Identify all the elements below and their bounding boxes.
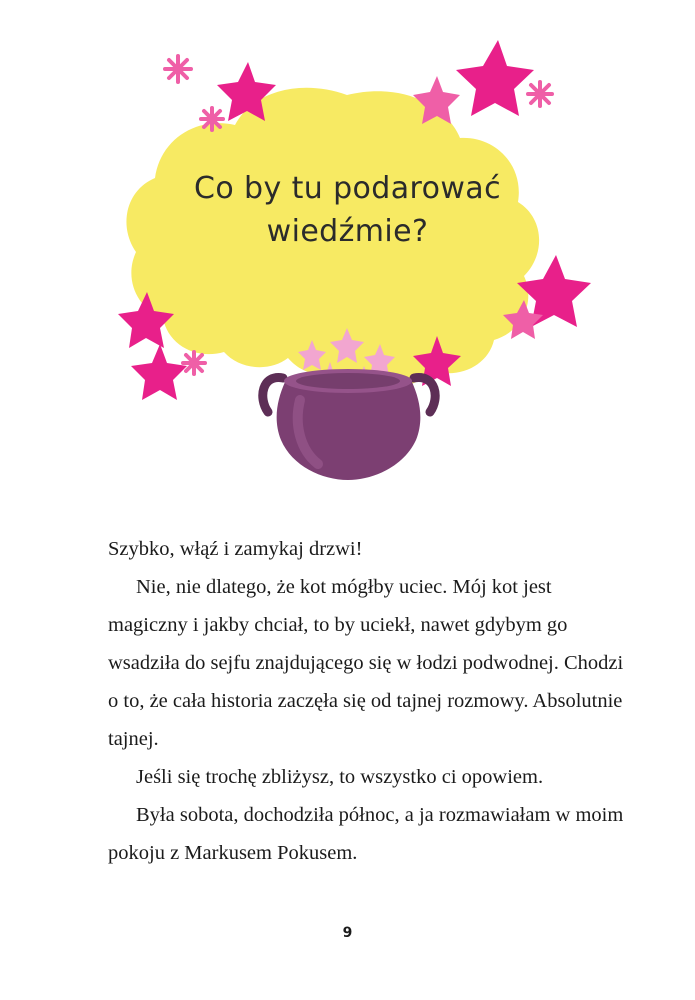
- sparkle-icon: [528, 82, 552, 106]
- body-text: [108, 530, 628, 872]
- sparkle-icon: [201, 108, 223, 130]
- page-number: 9: [342, 925, 353, 941]
- paragraph: Była sobota, dochodziła północ, a ja rozmawiałam w moim pokoju z Markusem Pokusem.: [108, 804, 624, 864]
- sparkle-icon: [165, 56, 191, 82]
- paragraph: Szybko, włąź i zamykaj drzwi!: [108, 538, 363, 560]
- paragraph: Jeśli się trochę zbliżysz, to wszystko ci opowiem.: [136, 766, 544, 788]
- chapter-title-line-2: wiedźmie?: [266, 213, 429, 249]
- star-icon: [456, 40, 534, 116]
- paragraph: Nie, nie dlatego, że kot mógłby uciec. Mój kot jest magiczny i jakby chciał, to by uciekł, nawet gdybym go wsadziła do sejfu znajdującego się w łodzi podwodnej. Chodzi o to, że cała historia zaczęła się od tajnej rozmowy. Absolutnie tajnej.: [108, 576, 624, 750]
- sparkle-icon: [183, 352, 205, 374]
- cauldron-icon: [263, 369, 435, 480]
- star-icon: [131, 344, 187, 400]
- chapter-title-line-1: Co by tu podarować: [194, 171, 501, 206]
